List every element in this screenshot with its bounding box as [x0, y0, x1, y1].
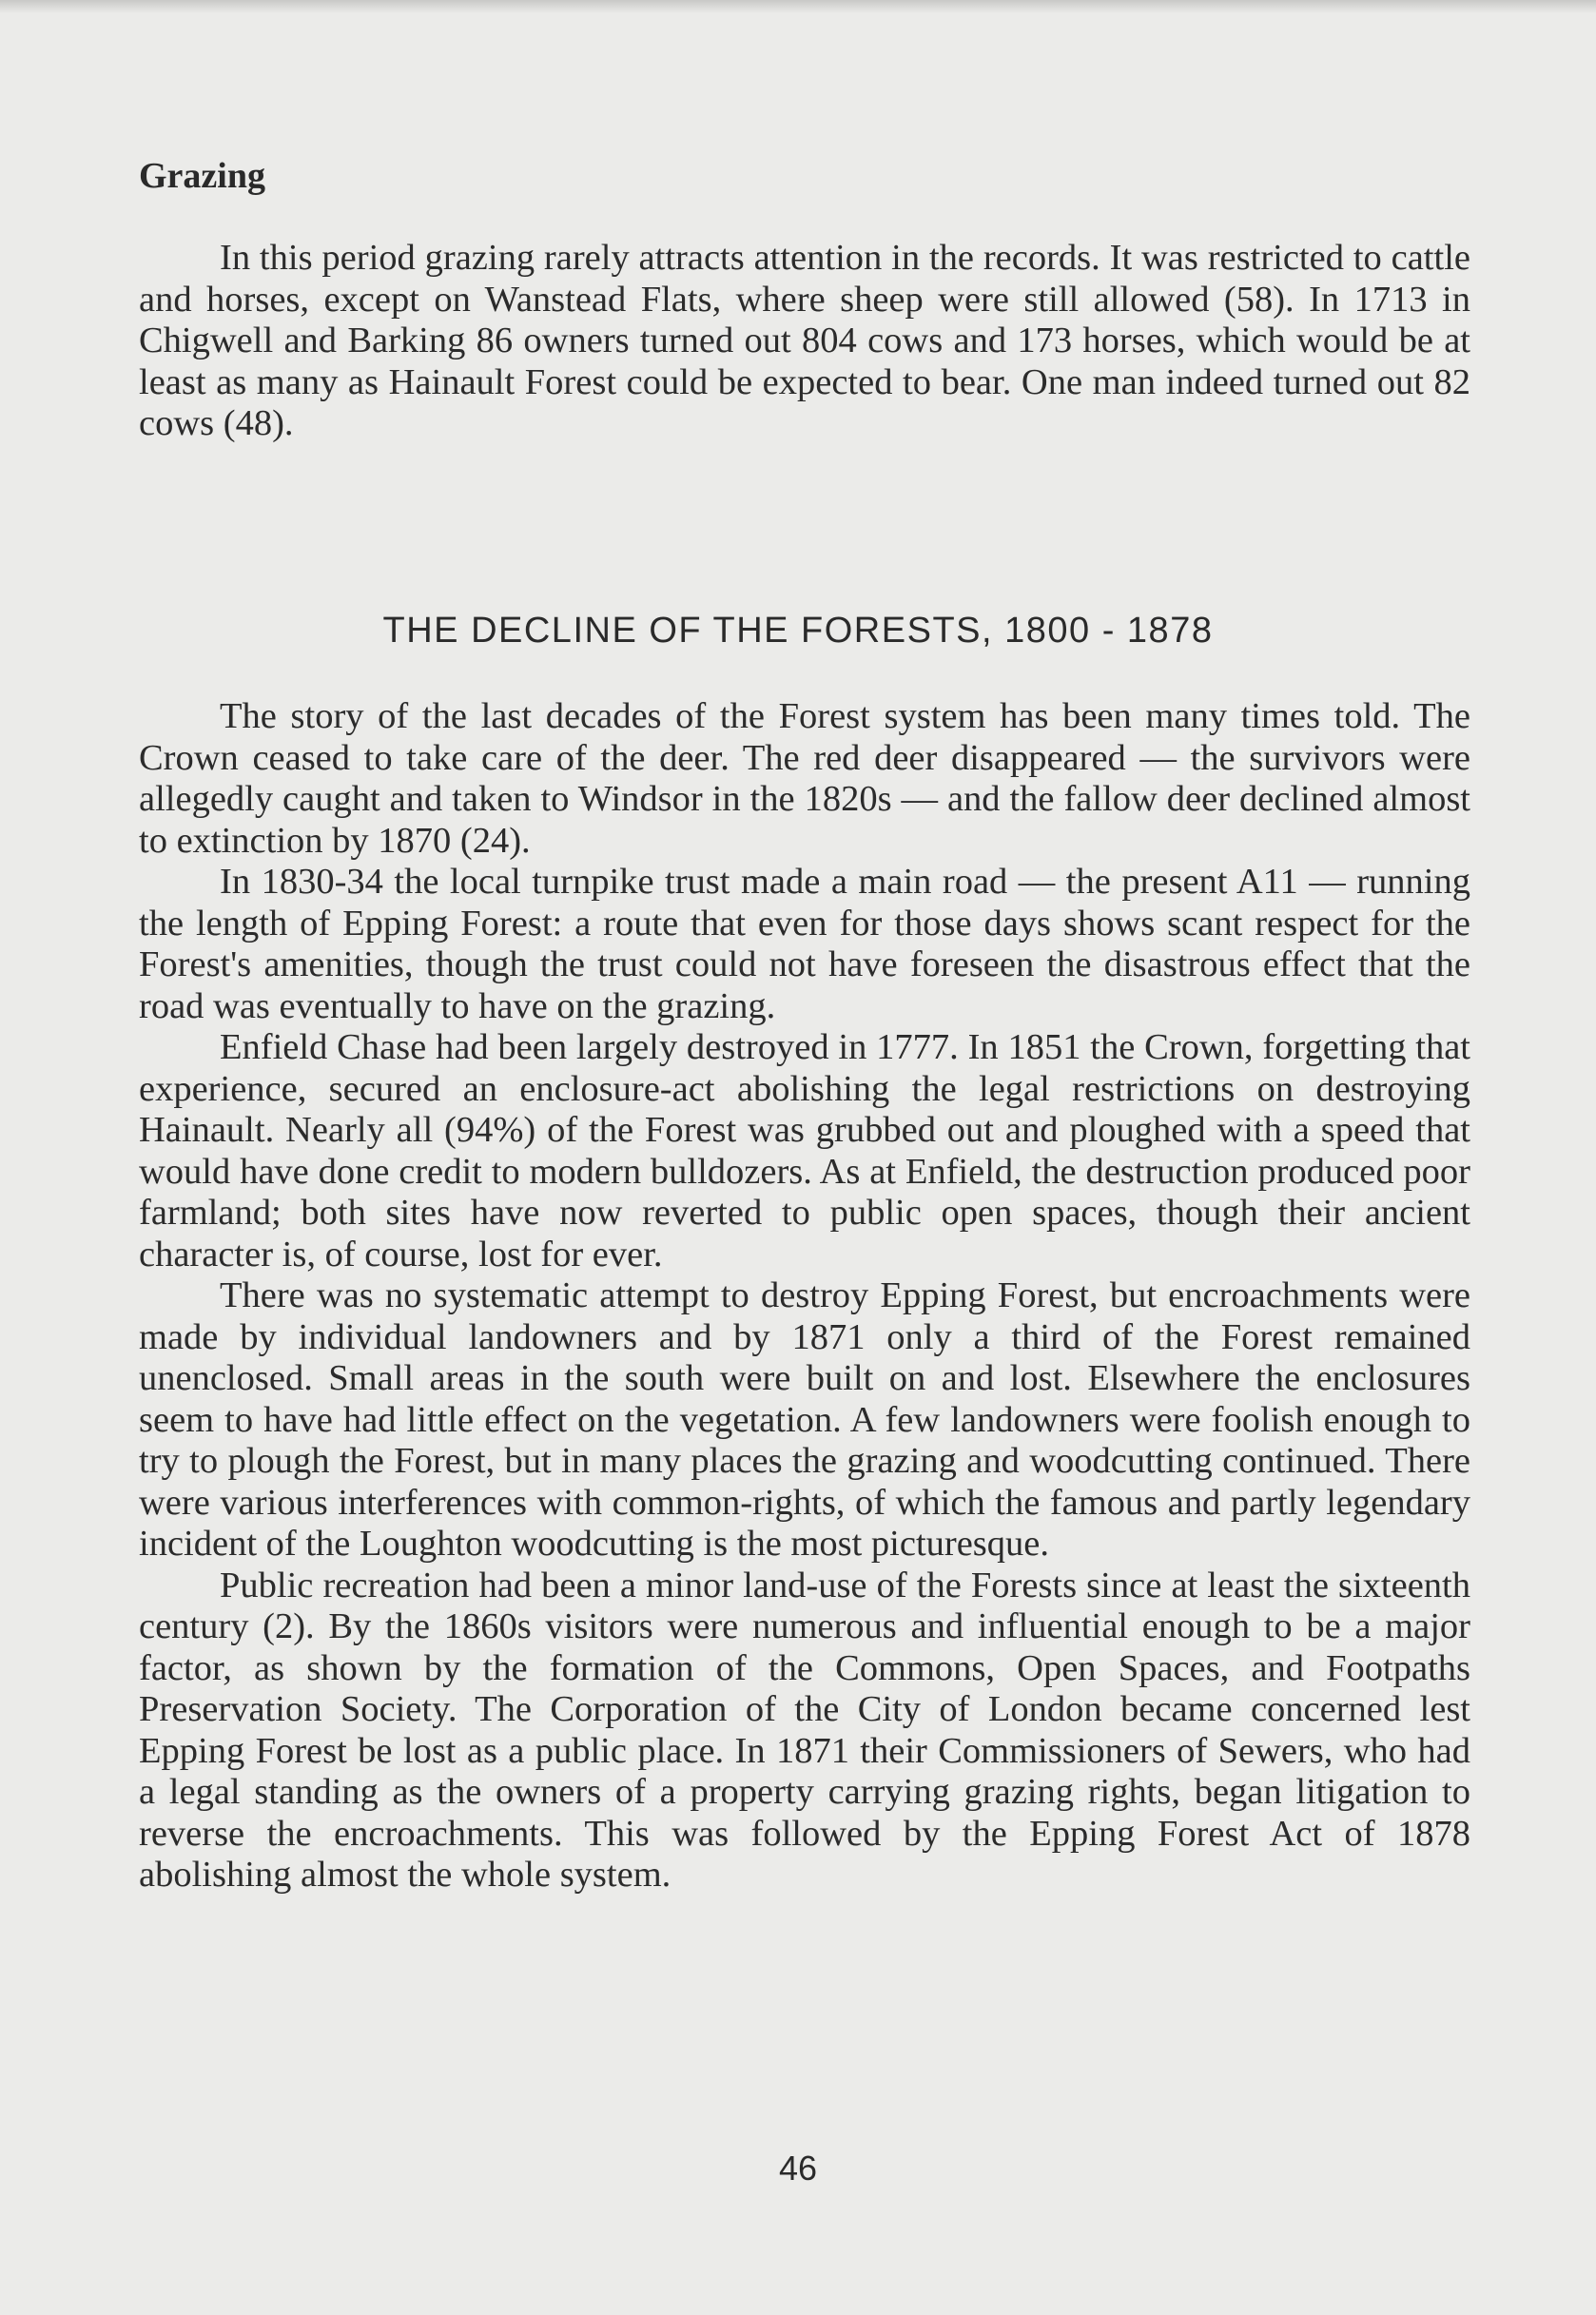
- decline-section-text: [139, 696, 1470, 1897]
- paragraph: Enfield Chase had been largely destroyed in 1777. In 1851 the Crown, forgetting that experience, secured an enclosure-act abolishing the legal restrictions on destroying Hainault. Nearly all (94%) of the Forest was grubbed out and ploughed with a speed that would have done credit to modern bulldozers. As at Enfield, the destruction produced poor farmland; both sites have now reverted to public open spaces, though their ancient character is, of course, lost for ever.: [139, 1027, 1470, 1274]
- chapter-heading: THE DECLINE OF THE FORESTS, 1800 - 1878: [382, 611, 1214, 651]
- paragraph: Public recreation had been a minor land-use of the Forests since at least the sixteenth century (2). By the 1860s visitors were numerous and influential enough to be a major factor, as shown by the formation of the Commons, Open Spaces, and Footpaths Preservation Society. The Corporation of the City of London became concerned lest Epping Forest be lost as a public place. In 1871 their Commissioners of Sewers, who had a legal standing as the owners of a property carrying grazing rights, began litigation to reverse the encroachments. This was followed by the Epping Forest Act of 1878 abolishing almost the whole system.: [139, 1565, 1470, 1895]
- paragraph: The story of the last decades of the Forest system has been many times told. The Crown ceased to take care of the deer. The red deer disappeared — the survivors were allegedly caught and taken to Windsor in the 1820s — and the fallow deer declined almost to extinction by 1870 (24).: [139, 696, 1470, 861]
- grazing-section-text: [139, 238, 1470, 445]
- section-heading-grazing: Grazing: [139, 156, 265, 196]
- page-number: 46: [778, 2149, 818, 2188]
- scan-edge-shadow: [0, 0, 1596, 13]
- paragraph: There was no systematic attempt to destroy Epping Forest, but encroachments were made by individual landowners and by 1871 only a third of the Forest remained unenclosed. Small areas in the south were built on and lost. Elsewhere the enclosures seem to have had little effect on the vegetation. A few landowners were foolish enough to try to plough the Forest, but in many places the grazing and woodcutting continued. There were various interferences with common-rights, of which the famous and partly legendary incident of the Loughton woodcutting is the most picturesque.: [139, 1275, 1470, 1564]
- paragraph: In this period grazing rarely attracts attention in the records. It was restricted to cattle and horses, except on Wanstead Flats, where sheep were still allowed (58). In 1713 in Chigwell and Barking 86 owners turned out 804 cows and 173 horses, which would be at least as many as Hainault Forest could be expected to bear. One man indeed turned out 82 cows (48).: [139, 238, 1470, 443]
- paragraph: In 1830-34 the local turnpike trust made a main road — the present A11 — running the length of Epping Forest: a route that even for those days shows scant respect for the Forest's amenities, though the trust could not have foreseen the disastrous effect that the road was eventually to have on the grazing.: [139, 862, 1470, 1026]
